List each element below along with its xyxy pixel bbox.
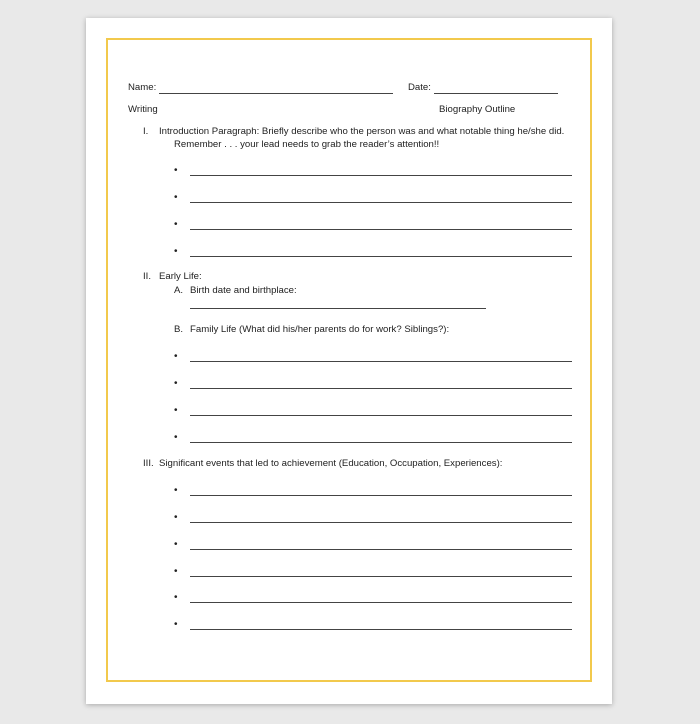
events-line-4[interactable]	[190, 576, 572, 577]
section-i-numeral: I.	[143, 126, 149, 137]
section-i-text-line1: Introduction Paragraph: Briefly describe who the person was and what notable thing he/she did.	[159, 126, 565, 137]
birth-field[interactable]	[190, 308, 486, 309]
date-field[interactable]	[434, 93, 558, 94]
section-iii-numeral: III.	[143, 458, 154, 469]
section-iii-title: Significant events that led to achievement (Education, Occupation, Experiences):	[159, 458, 503, 469]
subsection-a-label: A.	[174, 285, 184, 296]
intro-line-2[interactable]	[190, 202, 572, 203]
events-line-6[interactable]	[190, 629, 572, 630]
section-ii-numeral: II.	[143, 271, 151, 282]
events-line-1[interactable]	[190, 495, 572, 496]
name-field[interactable]	[159, 93, 393, 94]
bullet-icon: •	[174, 165, 178, 176]
section-i-text-line2: Remember . . . your lead needs to grab the reader’s attention!!	[174, 139, 440, 150]
bullet-icon: •	[174, 485, 178, 496]
events-line-2[interactable]	[190, 522, 572, 523]
date-label: Date:	[408, 82, 431, 93]
bullet-icon: •	[174, 432, 178, 443]
bullet-icon: •	[174, 378, 178, 389]
subsection-b-label: B.	[174, 324, 184, 335]
bullet-icon: •	[174, 405, 178, 416]
family-line-2[interactable]	[190, 388, 572, 389]
subsection-a-text: Birth date and birthplace:	[190, 285, 297, 296]
bullet-icon: •	[174, 592, 178, 603]
section-ii-title: Early Life:	[159, 271, 202, 282]
intro-line-1[interactable]	[190, 175, 572, 176]
bullet-icon: •	[174, 219, 178, 230]
events-line-5[interactable]	[190, 602, 572, 603]
bullet-icon: •	[174, 566, 178, 577]
family-line-3[interactable]	[190, 415, 572, 416]
bullet-icon: •	[174, 619, 178, 630]
events-line-3[interactable]	[190, 549, 572, 550]
outline-page	[86, 18, 612, 704]
bullet-icon: •	[174, 192, 178, 203]
bullet-icon: •	[174, 512, 178, 523]
name-label: Name:	[128, 82, 157, 93]
outline-title: Biography Outline	[439, 104, 516, 115]
writing-title: Writing	[128, 104, 158, 115]
intro-line-4[interactable]	[190, 256, 572, 257]
subsection-b-text: Family Life (What did his/her parents do for work? Siblings?):	[190, 324, 450, 335]
family-line-1[interactable]	[190, 361, 572, 362]
bullet-icon: •	[174, 246, 178, 257]
family-line-4[interactable]	[190, 442, 572, 443]
intro-line-3[interactable]	[190, 229, 572, 230]
bullet-icon: •	[174, 351, 178, 362]
bullet-icon: •	[174, 539, 178, 550]
